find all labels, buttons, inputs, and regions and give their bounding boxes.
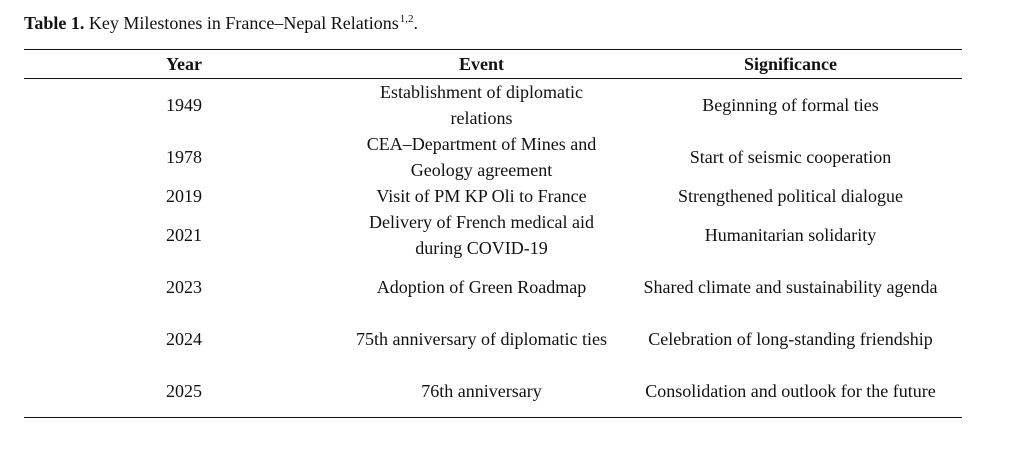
significance-cell [619, 261, 962, 313]
event-text: CEA–Department of Mines and Geology agreement [366, 134, 597, 180]
event-cell [344, 79, 619, 132]
year-cell: 2023 [166, 277, 202, 297]
event-cell: Adoption of Green Roadmap [376, 277, 587, 297]
caption-label: Table 1. [24, 13, 85, 33]
year-cell: 2025 [166, 381, 202, 401]
event-cell: 76th anniversary [421, 381, 542, 401]
table-row [24, 209, 962, 261]
table-caption [24, 11, 418, 35]
header-significance: Significance [619, 50, 962, 79]
table-row [24, 261, 962, 313]
significance-text: Shared climate and sustainability agenda [643, 277, 938, 297]
event-text: Delivery of French medical aid during COVID-19 [369, 212, 594, 258]
table-row [24, 313, 962, 365]
event-text: 75th anniversary of diplomatic ties [356, 329, 607, 349]
event-cell [344, 209, 619, 261]
event-cell [344, 313, 619, 365]
significance-cell: Beginning of formal ties [702, 95, 879, 115]
significance-cell: Start of seismic cooperation [689, 147, 892, 167]
table-row [24, 79, 962, 132]
table-header-row [24, 50, 962, 79]
milestones-table [24, 49, 962, 418]
year-cell: 2019 [166, 186, 202, 206]
table-row [24, 131, 962, 183]
caption-text: Key Milestones in France–Nepal Relations [84, 13, 399, 33]
significance-cell: Celebration of long-standing friendship [648, 329, 933, 349]
significance-cell [619, 365, 962, 418]
significance-text: Consolidation and outlook for the future [645, 381, 936, 401]
event-cell: Visit of PM KP Oli to France [376, 186, 587, 206]
event-cell [344, 131, 619, 183]
caption-end: . [413, 13, 419, 33]
year-cell: 1978 [166, 147, 202, 167]
significance-cell: Strengthened political dialogue [678, 186, 903, 206]
year-cell: 2024 [166, 329, 202, 349]
year-cell: 1949 [166, 95, 202, 115]
header-year: Year [24, 50, 344, 79]
table-row [24, 365, 962, 418]
event-text: Establishment of diplomatic relations [380, 82, 583, 128]
header-event: Event [344, 50, 619, 79]
caption-footnote-ref: 1,2 [399, 13, 414, 25]
table-row [24, 183, 962, 209]
year-cell: 2021 [166, 225, 202, 245]
significance-cell: Humanitarian solidarity [704, 225, 877, 245]
